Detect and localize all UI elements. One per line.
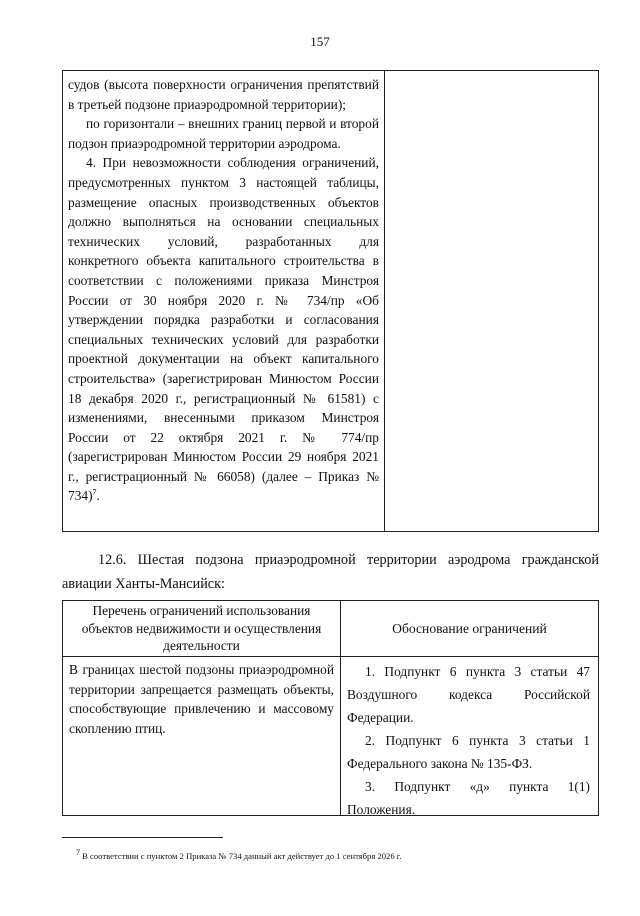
restriction-paragraph-1: судов (высота поверхности ограничения препятствий в третьей подзоне приаэродромной территории);	[68, 77, 379, 112]
restriction-text: В границах шестой подзоны приаэродромной территории запрещается размещать объекты, способствующие привлечению и массовому скоплению птиц.	[63, 657, 341, 815]
restrictions-table	[62, 600, 599, 816]
table-header-row	[63, 601, 598, 657]
continued-table	[62, 70, 599, 532]
basis-item-3: 3. Подпункт «д» пункта 1(1) Положения.	[347, 779, 590, 817]
footnote-reference[interactable]: 7	[92, 488, 97, 497]
footnote-mark: 7	[76, 848, 80, 858]
header-restrictions-list: Перечень ограничений использования объектов недвижимости и осуществления деятельности	[63, 601, 341, 656]
restriction-paragraph-3-end: .	[96, 488, 100, 504]
restriction-paragraph-3	[68, 153, 379, 506]
section-heading: 12.6. Шестая подзона приаэродромной территории аэродрома гражданской авиации Ханты-Мансийск:	[62, 552, 599, 592]
continued-table-left-cell	[63, 71, 385, 531]
basis-item-2: 2. Подпункт 6 пункта 3 статьи 1 Федерального закона № 135-ФЗ.	[347, 733, 590, 771]
restriction-basis-cell	[341, 657, 598, 815]
restriction-paragraph-2: по горизонтали – внешних границ первой и второй подзон приаэродромной территории аэродрома.	[68, 116, 379, 151]
header-restrictions-basis: Обоснование ограничений	[392, 620, 547, 636]
basis-item-1: 1. Подпункт 6 пункта 3 статьи 47 Воздушного кодекса Российской Федерации.	[347, 664, 590, 725]
footnote-divider	[62, 837, 223, 838]
footnote-text: В соответствии с пунктом 2 Приказа № 734 данный акт действует до 1 сентября 2026 г.	[82, 851, 402, 861]
footnote	[76, 850, 606, 862]
restriction-paragraph-3-text: 4. При невозможности соблюдения ограничений, предусмотренных пунктом 3 настоящей таблицы, размещение опасных производственных объектов должно выполняться на основании специальных технических условий, разработанных для конкретного объекта капитального строительства в соответствии с положениями приказа Минстроя России от 30 ноября 2020 г. № 734/пр «Об утверждении порядка разработки и согласования специальных технических условий для разработки проектной документации на объект капитального строительства» (зарегистрирован Минюстом России 18 декабря 2020 г., регистрационный № 61581) с изменениями, внесенными приказом Минстроя России от 22 октября 2021 г. № 774/пр (зарегистрирован Минюстом России 29 ноября 2021 г., регистрационный № 66058) (далее – Приказ № 734)	[68, 155, 379, 504]
page-number: 157	[310, 34, 330, 49]
